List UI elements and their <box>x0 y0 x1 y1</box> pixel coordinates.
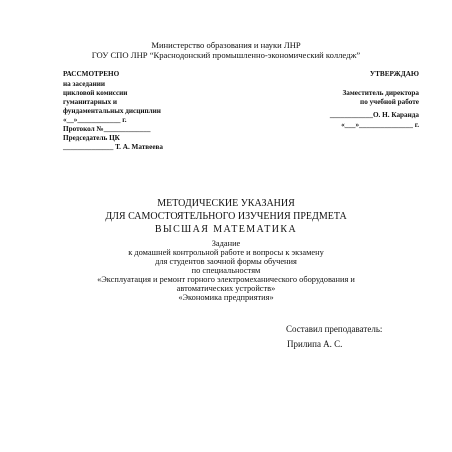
author-name: Прилипа А. С. <box>287 339 343 349</box>
right-date-line: «___»_______________ г. <box>341 121 419 129</box>
right-signature: ____________О. Н. Каранда <box>329 111 419 119</box>
left-signature: ______________ Т. А. Матвеева <box>63 143 164 151</box>
subject-title: ВЫСШАЯ МАТЕМАТИКА <box>154 224 298 235</box>
specialty-1b: автоматических устройств» <box>176 284 276 293</box>
left-date-line: «__»____________ г. <box>63 116 127 124</box>
college-line: ГОУ СПО ЛНР “Краснодонский промышленно-экономический колледж” <box>91 50 361 60</box>
desc-line-2: для студентов заочной формы обучения <box>155 257 297 266</box>
author-label: Составил преподаватель: <box>286 324 383 334</box>
title-line-2: ДЛЯ САМОСТОЯТЕЛЬНОГО ИЗУЧЕНИЯ ПРЕДМЕТА <box>105 211 347 222</box>
task-label: Задание <box>211 239 241 248</box>
desc-line-1: к домашней контрольной работе и вопросы к экзамену <box>128 248 324 257</box>
left-line-2: цикловой комиссии <box>63 89 128 97</box>
desc-line-3: по специальностям <box>191 266 261 275</box>
left-line-4: фундаментальных дисциплин <box>63 107 161 115</box>
left-chair: Председатель ЦК <box>63 134 120 142</box>
left-line-3: гуманитарных и <box>63 98 117 106</box>
right-line-2: по учебной работе <box>360 98 419 106</box>
left-line-1: на заседании <box>63 80 106 88</box>
specialty-1a: «Эксплуатация и ремонт горного электромеханического оборудования и <box>97 275 355 284</box>
specialty-2: «Экономика предприятия» <box>178 293 274 302</box>
right-line-1: Заместитель директора <box>342 89 419 97</box>
left-heading: РАССМОТРЕНО <box>63 70 120 78</box>
ministry-line: Министерство образования и науки ЛНР <box>151 40 301 50</box>
right-heading: УТВЕРЖДАЮ <box>369 70 419 78</box>
title-line-1: МЕТОДИЧЕСКИЕ УКАЗАНИЯ <box>157 198 295 209</box>
left-protocol: Протокол №_____________ <box>63 125 151 133</box>
